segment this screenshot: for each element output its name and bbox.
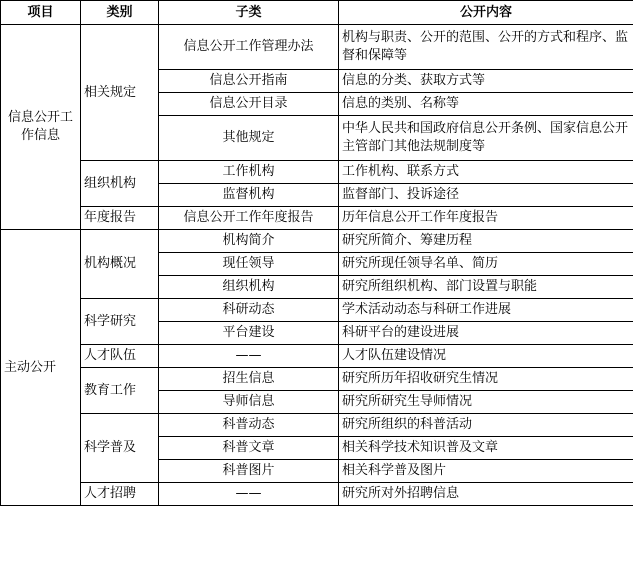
content-cell: 研究所研究生导师情况 [339, 391, 633, 414]
table-row [1, 230, 633, 253]
table-row [1, 207, 633, 230]
subcategory-cell: 信息公开目录 [159, 93, 339, 116]
table-row [1, 299, 633, 322]
subcategory-cell: 平台建设 [159, 322, 339, 345]
table-row [1, 483, 633, 506]
table-row [1, 345, 633, 368]
content-cell: 信息的类别、名称等 [339, 93, 633, 116]
subcategory-cell: 工作机构 [159, 161, 339, 184]
content-cell: 机构与职责、公开的范围、公开的方式和程序、监督和保障等 [339, 25, 633, 70]
subcategory-cell: —— [159, 483, 339, 506]
header-content: 公开内容 [339, 1, 633, 25]
subcategory-cell: 导师信息 [159, 391, 339, 414]
subcategory-cell: 组织机构 [159, 276, 339, 299]
content-cell: 研究所组织的科普活动 [339, 414, 633, 437]
subcategory-cell: 科普文章 [159, 437, 339, 460]
subcategory-cell: 信息公开工作管理办法 [159, 25, 339, 70]
subcategory-cell: 信息公开工作年度报告 [159, 207, 339, 230]
content-cell: 研究所对外招聘信息 [339, 483, 633, 506]
content-cell: 工作机构、联系方式 [339, 161, 633, 184]
content-cell: 中华人民共和国政府信息公开条例、国家信息公开主管部门其他法规制度等 [339, 116, 633, 161]
category-cell: 科学普及 [81, 414, 159, 483]
subcategory-cell: 其他规定 [159, 116, 339, 161]
content-cell: 历年信息公开工作年度报告 [339, 207, 633, 230]
content-cell: 研究所历年招收研究生情况 [339, 368, 633, 391]
header-category: 类别 [81, 1, 159, 25]
subcategory-cell: 现任领导 [159, 253, 339, 276]
content-cell: 研究所组织机构、部门设置与职能 [339, 276, 633, 299]
table-row [1, 161, 633, 184]
item-cell: 信息公开工作信息 [1, 25, 81, 230]
item-cell: 主动公开 [1, 230, 81, 506]
table-row [1, 25, 633, 70]
category-cell: 年度报告 [81, 207, 159, 230]
content-cell: 相关科学普及图片 [339, 460, 633, 483]
category-cell: 机构概况 [81, 230, 159, 299]
content-cell: 信息的分类、获取方式等 [339, 70, 633, 93]
table-row [1, 414, 633, 437]
header-item: 项目 [1, 1, 81, 25]
table-row [1, 368, 633, 391]
category-cell: 相关规定 [81, 25, 159, 161]
category-cell: 人才招聘 [81, 483, 159, 506]
category-cell: 教育工作 [81, 368, 159, 414]
subcategory-cell: —— [159, 345, 339, 368]
content-cell: 人才队伍建设情况 [339, 345, 633, 368]
header-row [1, 1, 633, 25]
header-subcategory: 子类 [159, 1, 339, 25]
subcategory-cell: 信息公开指南 [159, 70, 339, 93]
content-cell: 学术活动动态与科研工作进展 [339, 299, 633, 322]
category-cell: 科学研究 [81, 299, 159, 345]
content-cell: 研究所现任领导名单、简历 [339, 253, 633, 276]
content-cell: 监督部门、投诉途径 [339, 184, 633, 207]
subcategory-cell: 科普图片 [159, 460, 339, 483]
subcategory-cell: 机构简介 [159, 230, 339, 253]
subcategory-cell: 科普动态 [159, 414, 339, 437]
subcategory-cell: 监督机构 [159, 184, 339, 207]
subcategory-cell: 招生信息 [159, 368, 339, 391]
category-cell: 组织机构 [81, 161, 159, 207]
category-cell: 人才队伍 [81, 345, 159, 368]
content-cell: 相关科学技术知识普及文章 [339, 437, 633, 460]
subcategory-cell: 科研动态 [159, 299, 339, 322]
content-cell: 研究所简介、筹建历程 [339, 230, 633, 253]
content-cell: 科研平台的建设进展 [339, 322, 633, 345]
